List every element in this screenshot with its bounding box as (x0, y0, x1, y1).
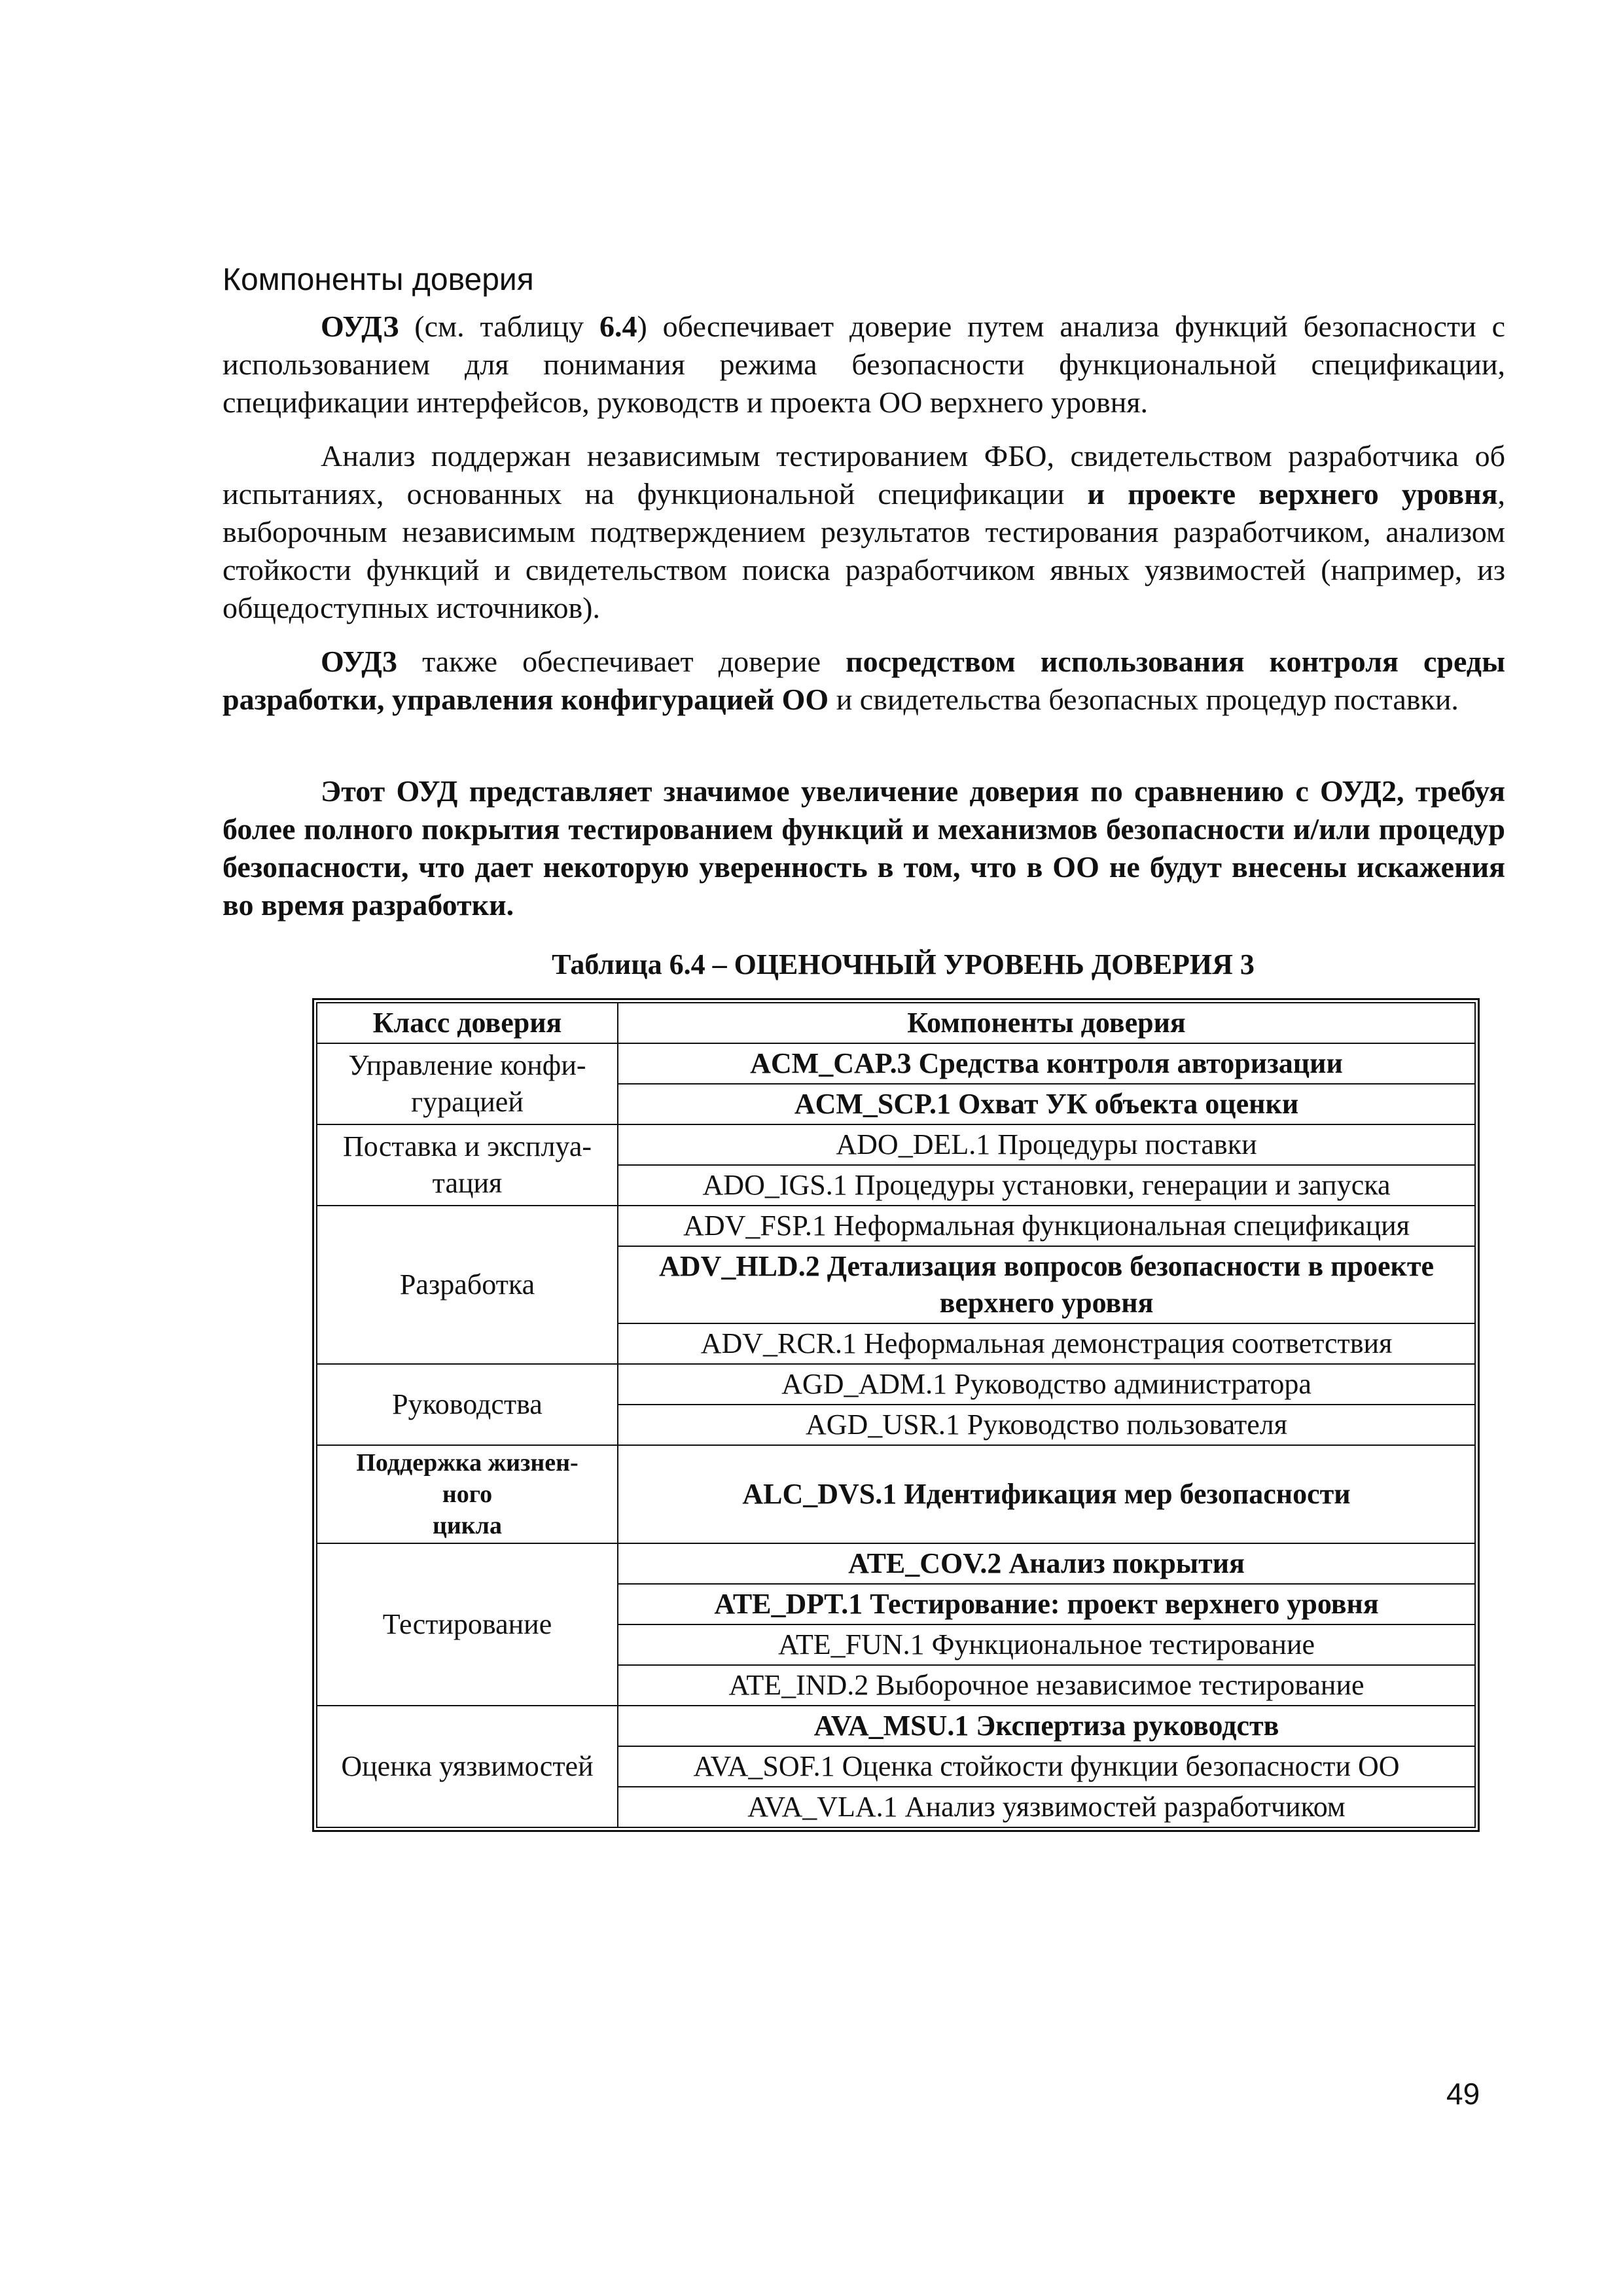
text-bold: 6.4 (599, 310, 637, 343)
component-cell: ADO_DEL.1 Процедуры поставки (618, 1124, 1475, 1165)
text-bold: и проекте верхнего уровня (1087, 477, 1498, 511)
page-number: 49 (1446, 2077, 1480, 2111)
component-cell: ADO_IGS.1 Процедуры установки, генерации и запуска (618, 1165, 1475, 1206)
component-cell: ACM_SCP.1 Охват УК объекта оценки (618, 1084, 1475, 1124)
text: (см. таблицу (399, 310, 599, 343)
component-cell: AVA_SOF.1 Оценка стойкости функции безопасности ОО (618, 1746, 1475, 1787)
header-components: Компоненты доверия (618, 1003, 1475, 1043)
text: , выборочным независимым подтверждением результатов тестирования разработчиком, анализом стойкости функций и свидетельством поиска разработчиком явных уязвимостей (например, из общедоступных источников). (223, 477, 1505, 624)
component-cell: ADV_HLD.2 Детализация вопросов безопасности в проекте верхнего уровня (618, 1246, 1475, 1323)
class-cell: Поставка и эксплуа-тация (317, 1124, 618, 1206)
class-cell: Оценка уязвимостей (317, 1706, 618, 1827)
assurance-table (316, 1002, 1476, 1828)
table-caption: Таблица 6.4 – ОЦЕНОЧНЫЙ УРОВЕНЬ ДОВЕРИЯ 3 (552, 948, 1255, 980)
table-row (317, 1706, 1475, 1746)
component-cell: ATE_IND.2 Выборочное независимое тестирование (618, 1665, 1475, 1706)
text: Анализ поддержан независимым тестированием ФБО, свидетельством разработчика об испытаниях, основанных на функциональной спецификации (223, 439, 1505, 511)
class-cell: Управление конфи-гурацией (317, 1043, 618, 1124)
class-cell: Тестирование (317, 1543, 618, 1706)
component-cell: AGD_USR.1 Руководство пользователя (618, 1405, 1475, 1445)
text: ) обеспечивает доверие путем анализа функций безопасности с использованием для понимания режима безопасности функциональной спецификации, спецификации интерфейсов, руководств и проекта ОО верхнего уровня. (223, 310, 1505, 419)
section-heading: Компоненты доверия (223, 262, 534, 297)
component-cell: AVA_VLA.1 Анализ уязвимостей разработчиком (618, 1787, 1475, 1827)
table-row (317, 1445, 1475, 1543)
text-bold: ОУД3 (321, 645, 397, 678)
table-row (317, 1364, 1475, 1405)
class-cell: Разработка (317, 1206, 618, 1364)
table-row (317, 1543, 1475, 1584)
component-cell: ATE_COV.2 Анализ покрытия (618, 1543, 1475, 1584)
component-cell: ALC_DVS.1 Идентификация мер безопасности (618, 1445, 1475, 1543)
paragraph-1 (223, 308, 1505, 422)
paragraph-4 (223, 772, 1505, 924)
class-cell (317, 1445, 618, 1543)
class-line: Поддержка жизнен- (356, 1449, 579, 1477)
text: и свидетельства безопасных процедур поставки. (829, 683, 1459, 716)
class-line: ного (442, 1480, 493, 1508)
text-bold: ОУДЗ (321, 310, 399, 343)
table-row (317, 1124, 1475, 1165)
class-cell: Руководства (317, 1364, 618, 1445)
class-line: цикла (432, 1512, 502, 1539)
component-cell: ATE_FUN.1 Функциональное тестирование (618, 1624, 1475, 1665)
header-class: Класс доверия (317, 1003, 618, 1043)
paragraph-3 (223, 643, 1505, 719)
component-cell: ACM_CAP.3 Средства контроля авторизации (618, 1043, 1475, 1084)
table-row (317, 1206, 1475, 1246)
text-bold: Этот ОУД представляет значимое увеличение доверия по сравнению с ОУД2, требуя более полного покрытия тестированием функций и механизмов безопасности и/или процедур безопасности, что дает некоторую уверенность в том, что в ОО не будут внесены искажения во время разработки. (223, 774, 1505, 922)
component-cell: AVA_MSU.1 Экспертиза руководств (618, 1706, 1475, 1746)
table-header-row (317, 1003, 1475, 1043)
component-cell: ATE_DPT.1 Тестирование: проект верхнего уровня (618, 1584, 1475, 1624)
text-bold: посредством использования контроля среды разработки, управления конфигурацией ОО (223, 645, 1505, 716)
table-frame (312, 998, 1480, 1832)
component-cell: ADV_RCR.1 Неформальная демонстрация соответствия (618, 1323, 1475, 1364)
component-cell: AGD_ADM.1 Руководство администратора (618, 1364, 1475, 1405)
text: также обеспечивает доверие (397, 645, 846, 678)
table-row (317, 1043, 1475, 1084)
component-cell: ADV_FSP.1 Неформальная функциональная спецификация (618, 1206, 1475, 1246)
paragraph-2 (223, 437, 1505, 627)
